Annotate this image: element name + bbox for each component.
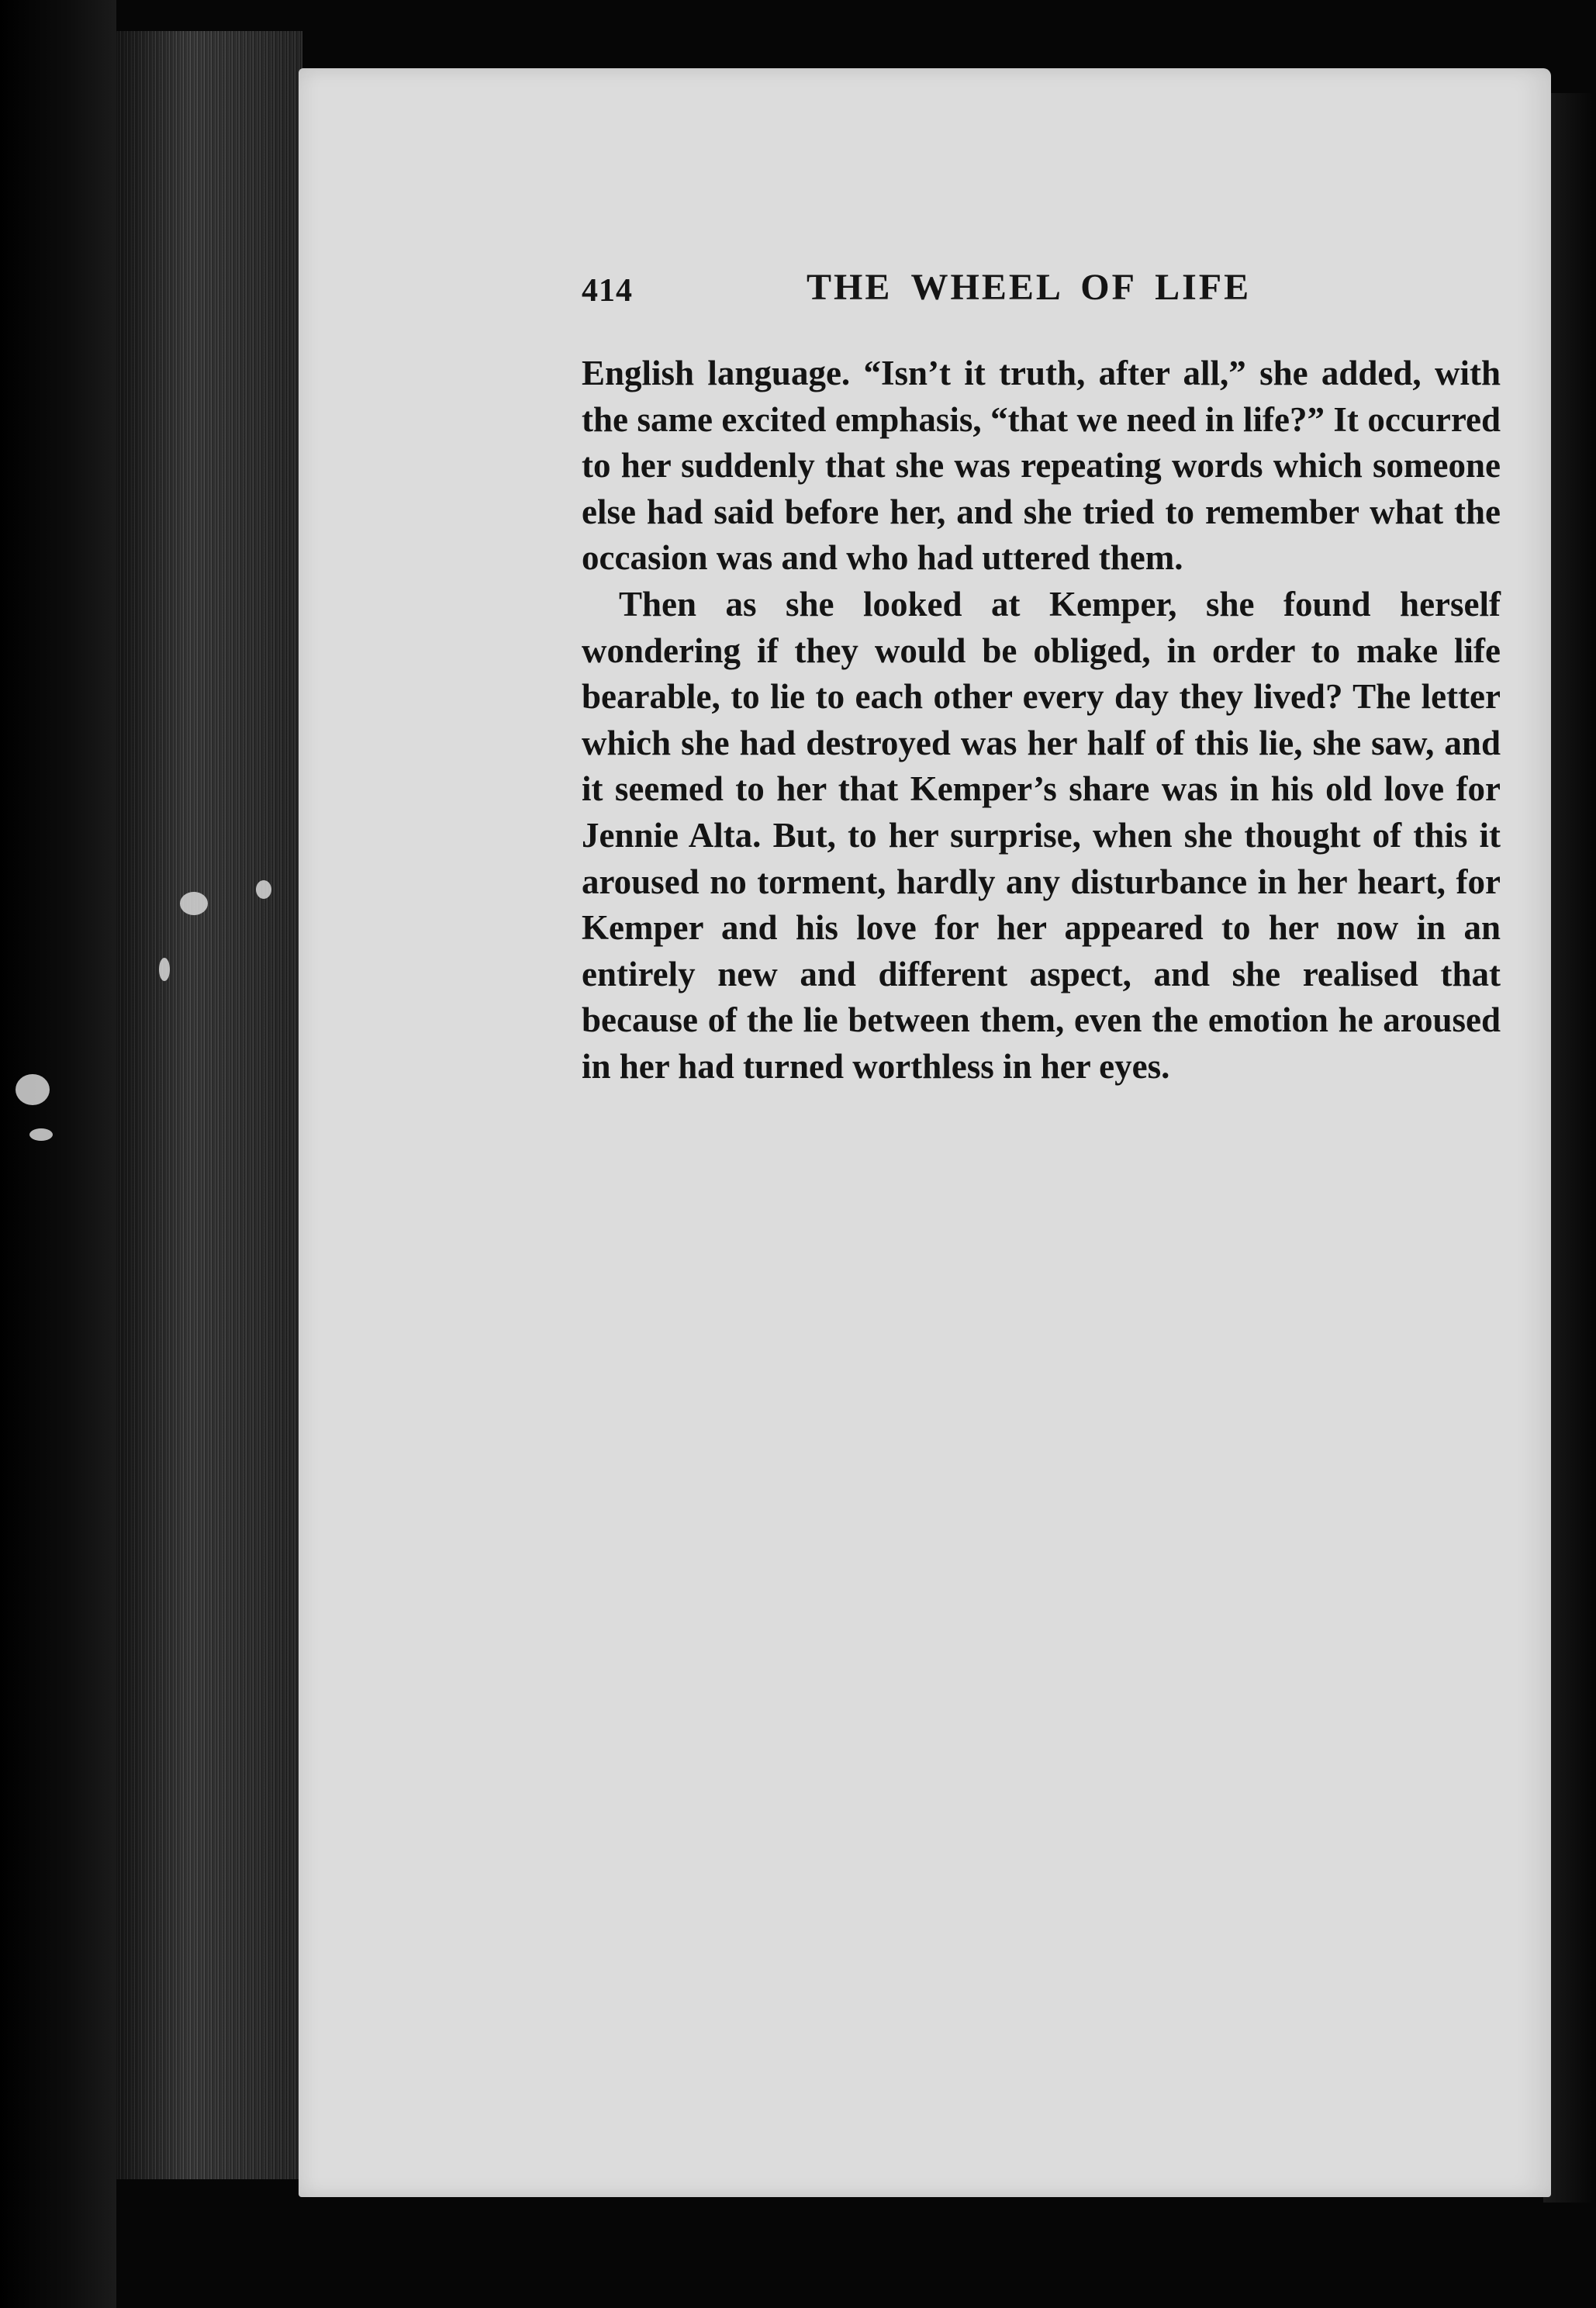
dust-speck bbox=[159, 958, 170, 981]
dust-speck bbox=[180, 892, 208, 915]
body-text bbox=[582, 351, 1501, 1090]
paragraph: English language. “Isn’t it truth, after all,” she added, with the same excited emphasis, “that we need in life?” It occurred to her suddenly that she was repeating words which someone else had said before her, and she tried to remember what the occasion was and who had uttered them. bbox=[582, 354, 1501, 578]
dust-speck bbox=[29, 1128, 53, 1141]
dust-speck bbox=[256, 880, 271, 899]
page-edges bbox=[116, 31, 302, 2179]
right-page-shadow bbox=[1543, 93, 1596, 2203]
running-title: THE WHEEL OF LIFE bbox=[807, 267, 1252, 308]
running-header bbox=[582, 266, 1504, 320]
dust-speck bbox=[16, 1074, 50, 1105]
book-spine bbox=[0, 0, 116, 2308]
paragraph: Then as she looked at Kemper, she found herself wondering if they would be obliged, in order to make life bearable, to lie to each other every day they lived? The letter which she had destroyed was her half of this lie, she saw, and it seemed to her that Kemper’s share was in his old love for Jennie Alta. But, to her surprise, when she thought of this it aroused no torment, hardly any disturbance in her heart, for Kemper and his love for her appeared to her now in an entirely new and different aspect, and she realised that because of the lie between them, even the emotion he aroused in her had turned worthless in her eyes. bbox=[582, 584, 1501, 1086]
page-number: 414 bbox=[582, 273, 633, 309]
